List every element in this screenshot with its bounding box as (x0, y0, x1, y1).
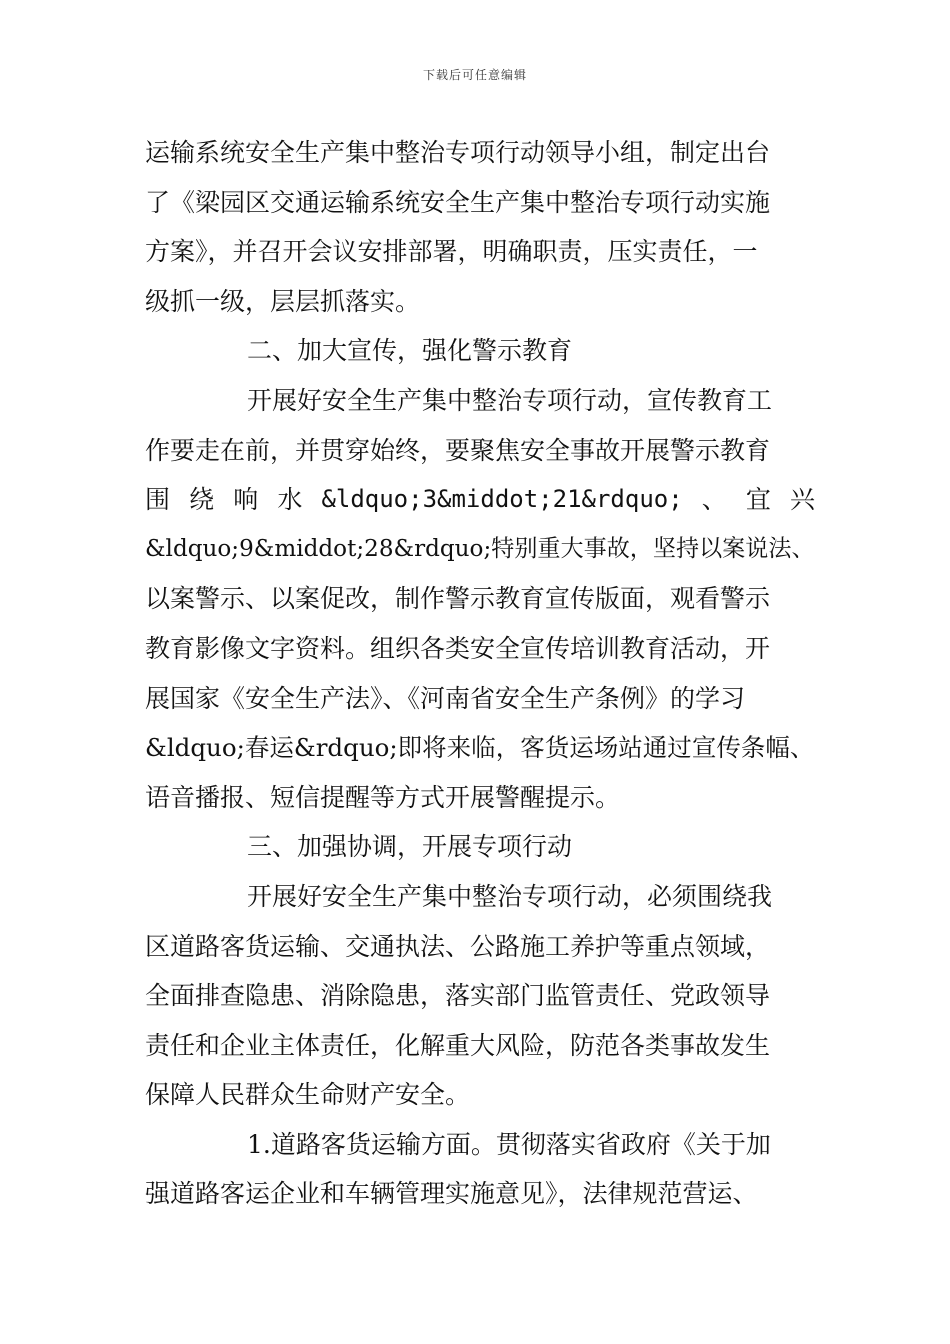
paragraph-start: 开展好安全生产集中整治专项行动，宣传教育工 (247, 385, 773, 415)
spread-word: 、 (701, 485, 727, 515)
text-line: 语音播报、短信提醒等方式开展警醒提示。 (145, 782, 621, 812)
text-line: 了《梁园区交通运输系统安全生产集中整治专项行动实施 (145, 187, 771, 217)
text-line: 责任和企业主体责任，化解重大风险，防范各类事故发生 (145, 1030, 771, 1060)
spread-word: 兴 (789, 485, 815, 515)
spread-word: 绕 (189, 485, 215, 515)
text-line: 展国家《安全生产法》、《河南省安全生产条例》的学习 (145, 683, 746, 713)
text-line: 以案警示、以案促改，制作警示教育宣传版面，观看警示 (145, 584, 771, 614)
spread-text-line (145, 475, 815, 525)
text-line: 级抓一级，层层抓落实。 (145, 286, 421, 316)
spread-word: &ldquo;3&middot;21&rdquo; (321, 485, 683, 514)
text-line: 教育影像文字资料。组织各类安全宣传培训教育活动，开 (145, 633, 771, 663)
text-line: &ldquo;春运&rdquo;即将来临，客货运场站通过宣传条幅、 (145, 733, 815, 763)
document-body (145, 128, 815, 1219)
spread-word: 水 (277, 485, 303, 515)
section-heading: 二、加大宣传，强化警示教育 (247, 336, 573, 366)
text-line: 作要走在前，并贯穿始终，要聚焦安全事故开展警示教育 (145, 435, 771, 465)
text-line: 强道路客运企业和车辆管理实施意见》，法律规范营运、 (145, 1179, 758, 1209)
text-line: 运输系统安全生产集中整治专项行动领导小组，制定出台 (145, 138, 771, 167)
text-line: &ldquo;9&middot;28&rdquo;特别重大事故，坚持以案说法、 (145, 535, 815, 562)
text-line: 方案》，并召开会议安排部署，明确职责，压实责任，一 (145, 237, 758, 267)
page-header: 下载后可任意编辑 (422, 68, 527, 82)
text-line: 区道路客货运输、交通执法、公路施工养护等重点领域， (145, 931, 771, 961)
section-heading: 三、加强协调，开展专项行动 (247, 832, 573, 862)
paragraph-start: 1.道路客货运输方面。贯彻落实省政府《关于加 (247, 1129, 771, 1159)
spread-word: 响 (233, 485, 259, 515)
text-line: 全面排查隐患、消除隐患，落实部门监管责任、党政领导 (145, 981, 771, 1011)
text-line: 保障人民群众生命财产安全。 (145, 1080, 471, 1110)
spread-word: 围 (145, 485, 171, 515)
paragraph-start: 开展好安全生产集中整治专项行动，必须围绕我 (247, 881, 773, 911)
spread-word: 宜 (745, 485, 771, 515)
